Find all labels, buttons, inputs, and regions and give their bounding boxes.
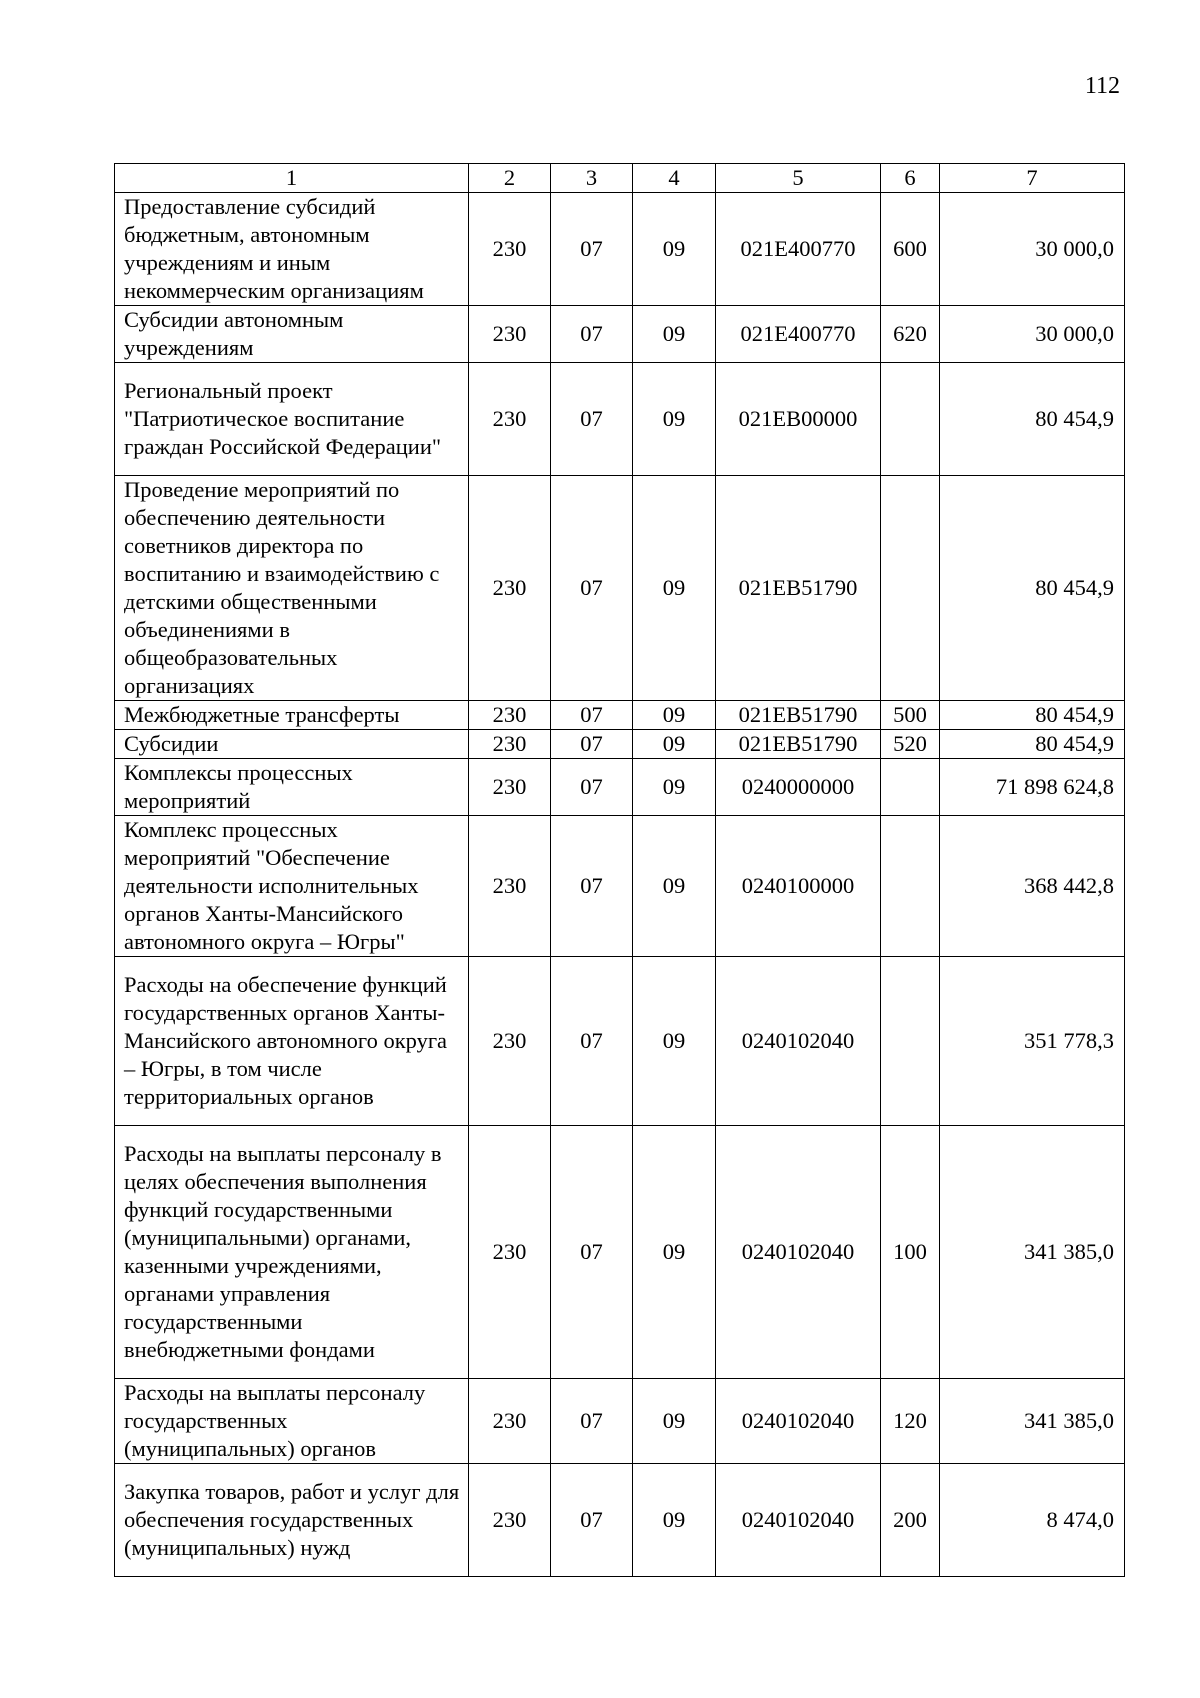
row-code-col5: 0240102040 bbox=[716, 1379, 881, 1464]
row-code-col2: 230 bbox=[469, 1379, 551, 1464]
row-code-col2: 230 bbox=[469, 957, 551, 1126]
row-code-col4: 09 bbox=[633, 730, 716, 759]
table-row bbox=[115, 759, 1125, 816]
column-header-1: 1 bbox=[115, 164, 469, 193]
column-header-6: 6 bbox=[881, 164, 940, 193]
row-code-col2: 230 bbox=[469, 476, 551, 701]
table-row bbox=[115, 1126, 1125, 1379]
row-amount: 8 474,0 bbox=[940, 1464, 1125, 1577]
row-amount: 341 385,0 bbox=[940, 1126, 1125, 1379]
row-code-col6: 620 bbox=[881, 306, 940, 363]
table-row bbox=[115, 476, 1125, 701]
table-row bbox=[115, 701, 1125, 730]
row-description: Предоставление субсидий бюджетным, автономным учреждениям и иным некоммерческим организациям bbox=[115, 193, 469, 306]
row-description: Комплексы процессных мероприятий bbox=[115, 759, 469, 816]
row-code-col5: 0240100000 bbox=[716, 816, 881, 957]
column-header-7: 7 bbox=[940, 164, 1125, 193]
row-code-col2: 230 bbox=[469, 363, 551, 476]
row-amount: 80 454,9 bbox=[940, 363, 1125, 476]
row-code-col6: 500 bbox=[881, 701, 940, 730]
table-row bbox=[115, 730, 1125, 759]
row-code-col6 bbox=[881, 476, 940, 701]
row-code-col5: 021EB51790 bbox=[716, 476, 881, 701]
row-code-col2: 230 bbox=[469, 701, 551, 730]
row-code-col3: 07 bbox=[551, 476, 633, 701]
row-code-col2: 230 bbox=[469, 816, 551, 957]
row-code-col2: 230 bbox=[469, 730, 551, 759]
row-code-col3: 07 bbox=[551, 306, 633, 363]
row-amount: 30 000,0 bbox=[940, 193, 1125, 306]
column-header-2: 2 bbox=[469, 164, 551, 193]
row-code-col4: 09 bbox=[633, 816, 716, 957]
row-code-col2: 230 bbox=[469, 1464, 551, 1577]
row-code-col3: 07 bbox=[551, 1126, 633, 1379]
row-code-col3: 07 bbox=[551, 193, 633, 306]
row-amount: 30 000,0 bbox=[940, 306, 1125, 363]
row-code-col5: 0240102040 bbox=[716, 957, 881, 1126]
column-header-5: 5 bbox=[716, 164, 881, 193]
row-code-col4: 09 bbox=[633, 193, 716, 306]
row-code-col4: 09 bbox=[633, 476, 716, 701]
row-code-col5: 021EB00000 bbox=[716, 363, 881, 476]
row-code-col2: 230 bbox=[469, 759, 551, 816]
table-row bbox=[115, 363, 1125, 476]
row-code-col6 bbox=[881, 957, 940, 1126]
row-code-col4: 09 bbox=[633, 759, 716, 816]
row-code-col4: 09 bbox=[633, 1464, 716, 1577]
row-code-col6 bbox=[881, 816, 940, 957]
row-amount: 368 442,8 bbox=[940, 816, 1125, 957]
row-description: Расходы на выплаты персоналу государственных (муниципальных) органов bbox=[115, 1379, 469, 1464]
table-row bbox=[115, 193, 1125, 306]
row-code-col5: 0240102040 bbox=[716, 1126, 881, 1379]
row-amount: 341 385,0 bbox=[940, 1379, 1125, 1464]
row-code-col5: 021EB51790 bbox=[716, 701, 881, 730]
row-code-col3: 07 bbox=[551, 363, 633, 476]
table-row bbox=[115, 957, 1125, 1126]
table-row bbox=[115, 1379, 1125, 1464]
row-description: Субсидии автономным учреждениям bbox=[115, 306, 469, 363]
row-code-col6: 200 bbox=[881, 1464, 940, 1577]
row-code-col4: 09 bbox=[633, 363, 716, 476]
row-description: Расходы на выплаты персоналу в целях обеспечения выполнения функций государственными (муниципальными) органами, казенными учреждениями, органами управления государственными внебюджетными фондами bbox=[115, 1126, 469, 1379]
row-code-col3: 07 bbox=[551, 1464, 633, 1577]
row-description: Комплекс процессных мероприятий "Обеспечение деятельности исполнительных органов Ханты-Мансийского автономного округа – Югры" bbox=[115, 816, 469, 957]
row-code-col5: 021E400770 bbox=[716, 306, 881, 363]
row-code-col5: 021E400770 bbox=[716, 193, 881, 306]
table-row bbox=[115, 816, 1125, 957]
table-row bbox=[115, 1464, 1125, 1577]
row-code-col5: 0240000000 bbox=[716, 759, 881, 816]
row-code-col5: 0240102040 bbox=[716, 1464, 881, 1577]
row-amount: 80 454,9 bbox=[940, 730, 1125, 759]
row-description: Субсидии bbox=[115, 730, 469, 759]
row-code-col6: 520 bbox=[881, 730, 940, 759]
row-code-col2: 230 bbox=[469, 1126, 551, 1379]
row-amount: 80 454,9 bbox=[940, 476, 1125, 701]
row-code-col4: 09 bbox=[633, 957, 716, 1126]
row-code-col6: 100 bbox=[881, 1126, 940, 1379]
row-code-col6 bbox=[881, 363, 940, 476]
row-code-col6: 120 bbox=[881, 1379, 940, 1464]
table-header-row bbox=[115, 164, 1125, 193]
column-header-4: 4 bbox=[633, 164, 716, 193]
row-amount: 80 454,9 bbox=[940, 701, 1125, 730]
row-code-col6: 600 bbox=[881, 193, 940, 306]
row-description: Закупка товаров, работ и услуг для обеспечения государственных (муниципальных) нужд bbox=[115, 1464, 469, 1577]
page-number: 112 bbox=[1084, 73, 1120, 99]
row-code-col3: 07 bbox=[551, 1379, 633, 1464]
table-row bbox=[115, 306, 1125, 363]
row-description: Расходы на обеспечение функций государственных органов Ханты-Мансийского автономного округа – Югры, в том числе территориальных органов bbox=[115, 957, 469, 1126]
row-code-col5: 021EB51790 bbox=[716, 730, 881, 759]
row-description: Региональный проект "Патриотическое воспитание граждан Российской Федерации" bbox=[115, 363, 469, 476]
row-amount: 351 778,3 bbox=[940, 957, 1125, 1126]
row-code-col3: 07 bbox=[551, 816, 633, 957]
row-code-col3: 07 bbox=[551, 701, 633, 730]
budget-table bbox=[114, 163, 1125, 1577]
row-code-col2: 230 bbox=[469, 306, 551, 363]
row-description: Проведение мероприятий по обеспечению деятельности советников директора по воспитанию и взаимодействию с детскими общественными объединениями в общеобразовательных организациях bbox=[115, 476, 469, 701]
row-description: Межбюджетные трансферты bbox=[115, 701, 469, 730]
row-code-col3: 07 bbox=[551, 759, 633, 816]
row-code-col6 bbox=[881, 759, 940, 816]
row-code-col3: 07 bbox=[551, 957, 633, 1126]
column-header-3: 3 bbox=[551, 164, 633, 193]
row-code-col2: 230 bbox=[469, 193, 551, 306]
row-code-col3: 07 bbox=[551, 730, 633, 759]
row-code-col4: 09 bbox=[633, 1379, 716, 1464]
row-code-col4: 09 bbox=[633, 306, 716, 363]
row-amount: 71 898 624,8 bbox=[940, 759, 1125, 816]
row-code-col4: 09 bbox=[633, 701, 716, 730]
row-code-col4: 09 bbox=[633, 1126, 716, 1379]
